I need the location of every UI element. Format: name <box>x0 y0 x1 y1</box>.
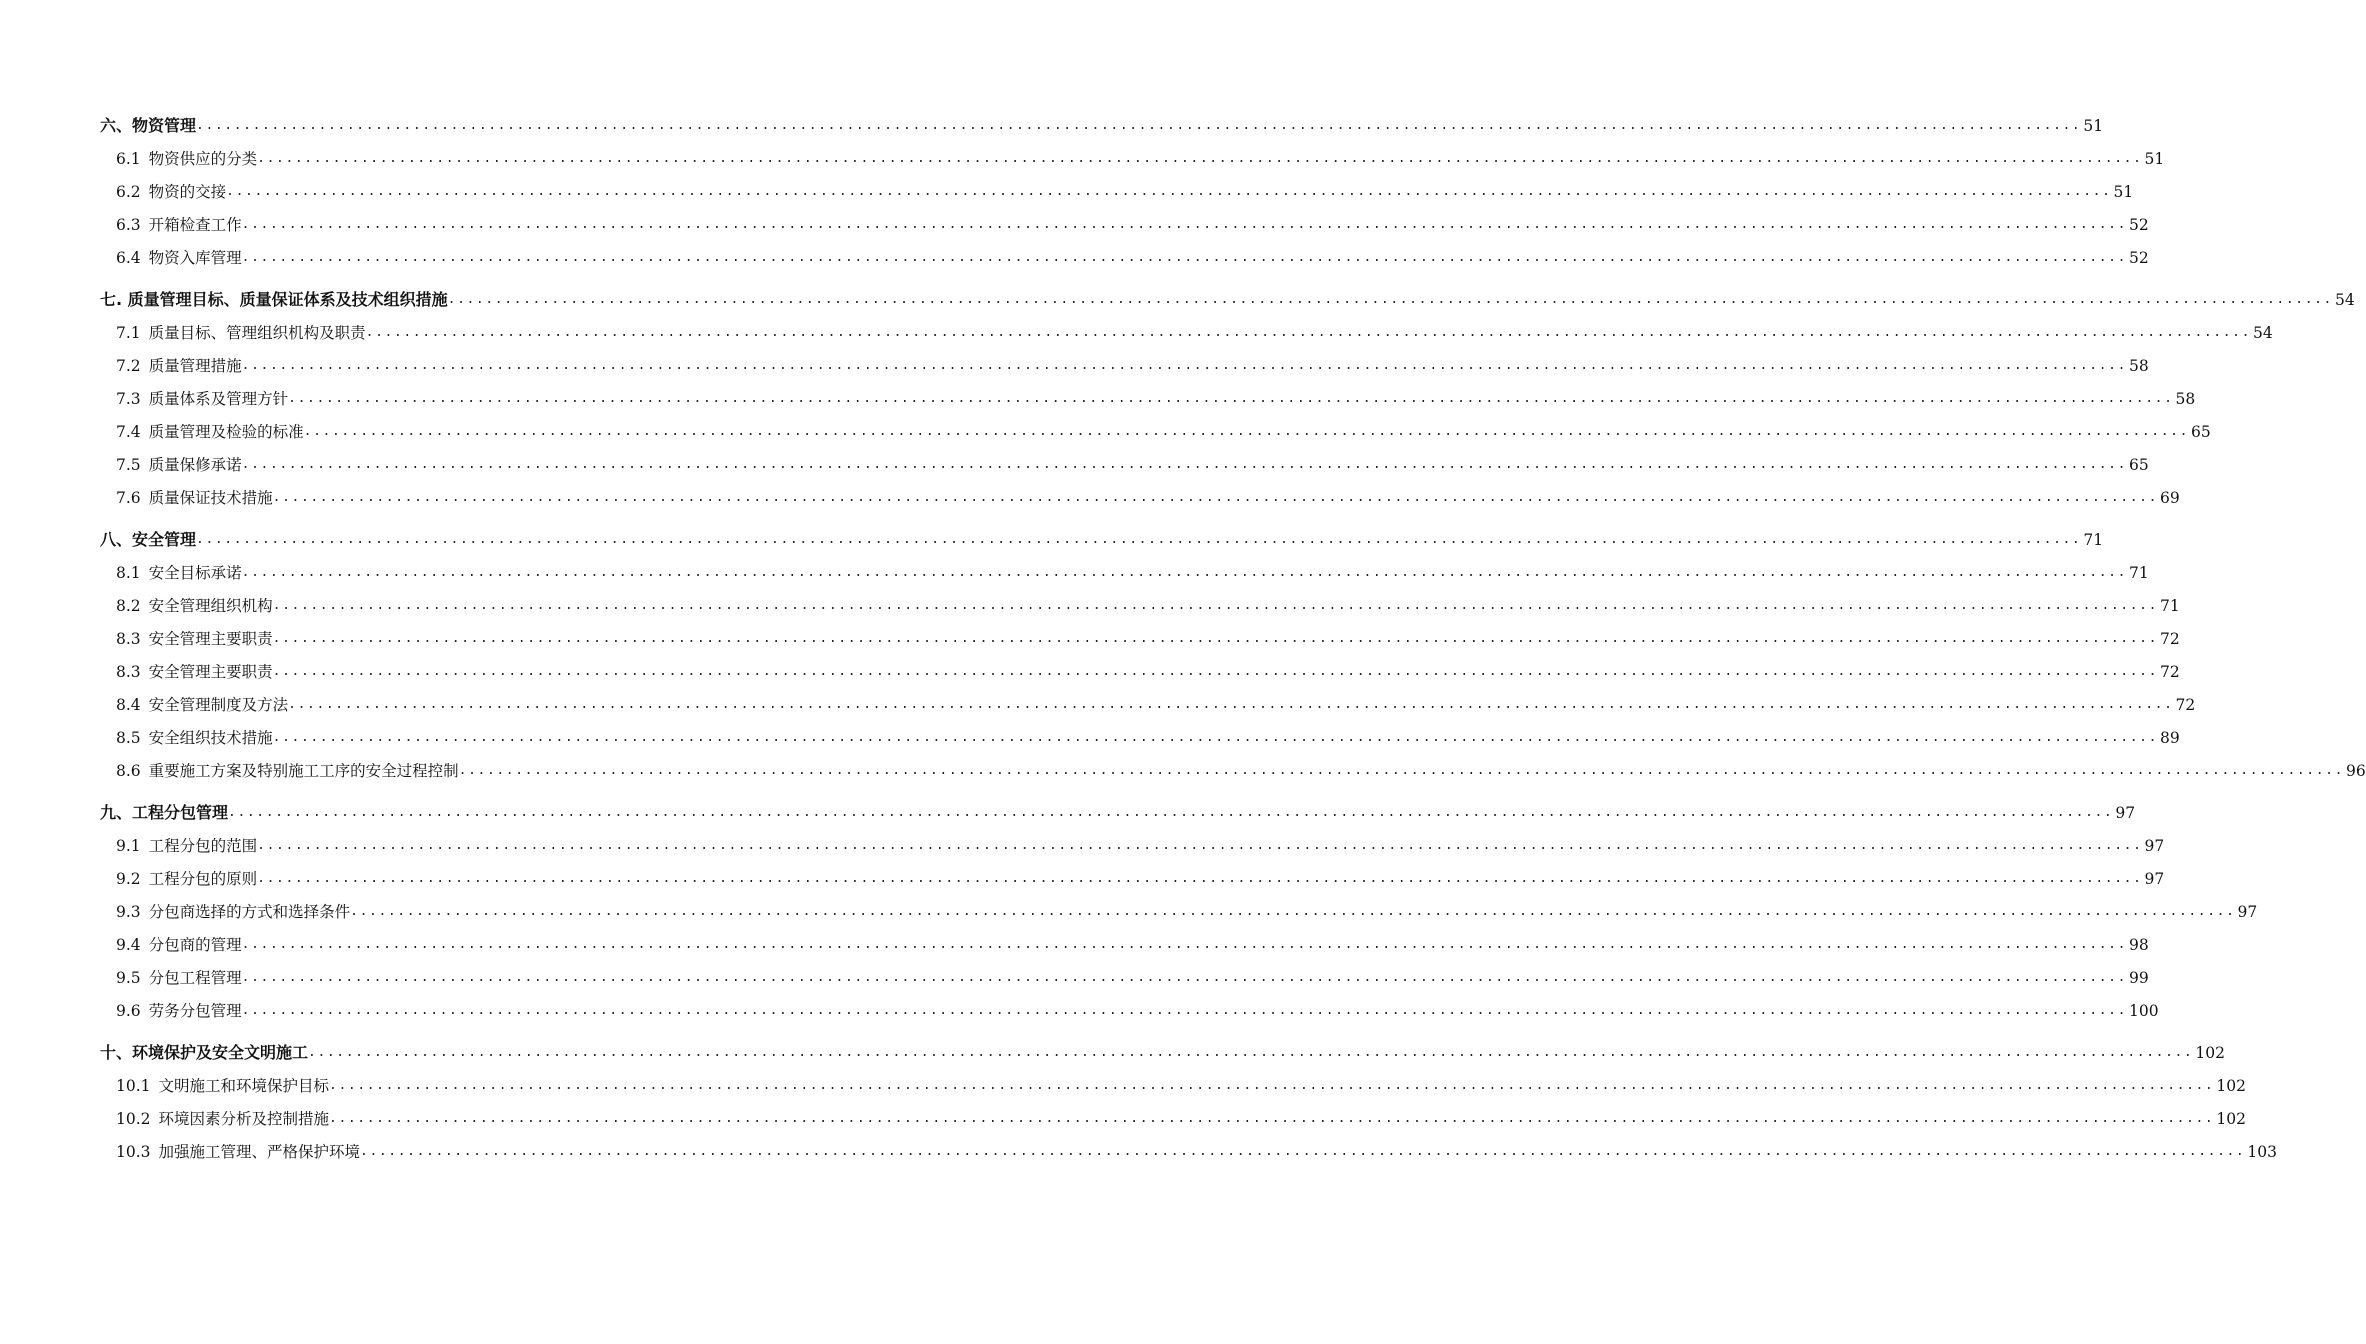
toc-entry-number: 9.3 <box>116 903 141 921</box>
toc-entry-title: 安全管理主要职责 <box>148 663 273 681</box>
toc-dot-leader: ........................................................................................................................................................................................................ <box>329 1078 2215 1093</box>
toc-entry-number: 7.4 <box>116 423 141 441</box>
toc-page-number: 52 <box>2129 249 2149 267</box>
toc-entry-number: 9.6 <box>116 1002 141 1020</box>
toc-dot-leader: ........................................................................................................................................................................................................ <box>226 184 2112 199</box>
toc-dot-leader: ........................................................................................................................................................................................................ <box>447 292 2333 307</box>
toc-entry-number: 8.6 <box>116 762 141 780</box>
toc-section-entry[interactable] <box>100 142 2165 175</box>
toc-page-number: 72 <box>2160 630 2180 648</box>
toc-entry-title: 物资供应的分类 <box>148 150 258 168</box>
toc-entry-label <box>100 563 242 589</box>
toc-dot-leader: ........................................................................................................................................................................................................ <box>241 250 2128 265</box>
toc-dot-leader: ........................................................................................................................................................................................................ <box>241 457 2128 472</box>
toc-dot-leader: ........................................................................................................................................................................................................ <box>272 664 2159 679</box>
toc-dot-leader: ........................................................................................................................................................................................................ <box>272 631 2159 646</box>
toc-section-entry[interactable] <box>100 1069 2246 1102</box>
toc-dot-leader: ........................................................................................................................................................................................................ <box>196 532 2082 547</box>
toc-entry-label <box>100 116 196 142</box>
toc-dot-leader: ........................................................................................................................................................................................................ <box>350 904 2236 919</box>
toc-entry-title: 质量体系及管理方针 <box>148 390 289 408</box>
toc-page-number: 102 <box>2216 1077 2246 1095</box>
toc-page-number: 69 <box>2160 489 2180 507</box>
toc-entry-number: 9.1 <box>116 837 141 855</box>
toc-entry-number: 10.1 <box>116 1077 151 1095</box>
toc-entry-label <box>100 323 366 349</box>
toc-dot-leader: ........................................................................................................................................................................................................ <box>458 763 2345 778</box>
toc-entry-title: 质量保证技术措施 <box>148 489 273 507</box>
toc-entry-number: 9.4 <box>116 936 141 954</box>
toc-entry-label <box>100 728 273 754</box>
toc-section-entry[interactable] <box>100 622 2180 655</box>
toc-entry-number: 7.1 <box>116 324 141 342</box>
toc-page-number: 65 <box>2129 456 2149 474</box>
toc-entry-label <box>100 695 288 721</box>
toc-entry-title: 安全管理组织机构 <box>148 597 273 615</box>
toc-dot-leader: ........................................................................................................................................................................................................ <box>241 565 2128 580</box>
toc-entry-title: 九、工程分包管理 <box>100 803 229 822</box>
toc-section-entry[interactable] <box>100 481 2180 514</box>
toc-chapter-entry[interactable] <box>100 108 2104 142</box>
toc-page-number: 97 <box>2237 903 2258 921</box>
toc-section-entry[interactable] <box>100 382 2196 415</box>
toc-entry-number: 8.3 <box>116 630 141 648</box>
toc-entry-title: 安全目标承诺 <box>148 564 242 582</box>
toc-entry-title: 分包工程管理 <box>148 969 242 987</box>
toc-page-number: 58 <box>2129 357 2149 375</box>
toc-entry-label <box>100 488 273 514</box>
toc-page-number: 65 <box>2191 423 2211 441</box>
toc-entry-label <box>100 149 257 175</box>
toc-entry-number: 8.5 <box>116 729 141 747</box>
toc-page-number: 99 <box>2129 969 2149 987</box>
toc-entry-label <box>100 1001 242 1027</box>
toc-entry-number: 10.3 <box>116 1143 151 1161</box>
table-of-contents <box>100 108 2366 1168</box>
toc-dot-leader: ........................................................................................................................................................................................................ <box>241 358 2128 373</box>
toc-page-number: 97 <box>2144 870 2165 888</box>
toc-dot-leader: ........................................................................................................................................................................................................ <box>272 598 2159 613</box>
toc-section-entry[interactable] <box>100 754 2366 787</box>
toc-entry-number: 7.2 <box>116 357 141 375</box>
toc-page-number: 72 <box>2160 663 2180 681</box>
toc-entry-title: 安全管理制度及方法 <box>148 696 289 714</box>
toc-section-entry[interactable] <box>100 895 2258 928</box>
toc-dot-leader: ........................................................................................................................................................................................................ <box>257 151 2143 166</box>
toc-section-entry[interactable] <box>100 241 2149 274</box>
toc-page-number: 71 <box>2129 564 2149 582</box>
toc-dot-leader: ........................................................................................................................................................................................................ <box>241 217 2128 232</box>
toc-section-entry[interactable] <box>100 175 2134 208</box>
toc-entry-label <box>100 1109 329 1135</box>
toc-entry-number: 6.2 <box>116 183 141 201</box>
toc-section-entry[interactable] <box>100 994 2159 1027</box>
toc-section-entry[interactable] <box>100 415 2211 448</box>
toc-chapter-entry[interactable] <box>100 514 2104 556</box>
toc-dot-leader: ........................................................................................................................................................................................................ <box>257 838 2143 853</box>
toc-entry-number: 10.2 <box>116 1110 151 1128</box>
toc-page-number: 52 <box>2129 216 2149 234</box>
toc-entry-title: 重要施工方案及特别施工工序的安全过程控制 <box>148 762 459 780</box>
toc-entry-label <box>100 1142 360 1168</box>
toc-page-number: 98 <box>2129 936 2149 954</box>
toc-entry-title: 质量保修承诺 <box>148 456 242 474</box>
toc-dot-leader: ........................................................................................................................................................................................................ <box>288 391 2174 406</box>
toc-page-number: 96 <box>2346 762 2366 780</box>
toc-entry-label <box>100 761 459 787</box>
toc-entry-title: 文明施工和环境保护目标 <box>158 1077 330 1095</box>
toc-entry-number: 8.2 <box>116 597 141 615</box>
toc-entry-title: 物资的交接 <box>148 183 227 201</box>
toc-entry-label <box>100 662 273 688</box>
toc-dot-leader: ........................................................................................................................................................................................................ <box>329 1111 2215 1126</box>
toc-section-entry[interactable] <box>100 589 2180 622</box>
toc-page-number: 51 <box>2144 150 2165 168</box>
toc-entry-title: 质量管理及检验的标准 <box>148 423 304 441</box>
toc-entry-title: 工程分包的原则 <box>148 870 258 888</box>
toc-page-number: 72 <box>2175 696 2196 714</box>
toc-page-number: 71 <box>2160 597 2180 615</box>
toc-page-number: 71 <box>2083 531 2104 549</box>
toc-chapter-entry[interactable] <box>100 1027 2225 1069</box>
toc-entry-number: 7.6 <box>116 489 141 507</box>
toc-entry-title: 七. 质量管理目标、质量保证体系及技术组织措施 <box>100 290 448 309</box>
toc-entry-title: 环境因素分析及控制措施 <box>158 1110 330 1128</box>
toc-section-entry[interactable] <box>100 1102 2246 1135</box>
toc-section-entry[interactable] <box>100 349 2149 382</box>
toc-entry-title: 工程分包的范围 <box>148 837 258 855</box>
toc-section-entry[interactable] <box>100 688 2196 721</box>
toc-dot-leader: ........................................................................................................................................................................................................ <box>365 325 2252 340</box>
toc-entry-title: 分包商选择的方式和选择条件 <box>148 903 351 921</box>
toc-page-number: 102 <box>2195 1044 2225 1062</box>
toc-entry-label <box>100 290 448 316</box>
toc-entry-title: 八、安全管理 <box>100 530 197 549</box>
toc-page-number: 89 <box>2160 729 2180 747</box>
toc-entry-label <box>100 1043 308 1069</box>
toc-entry-label <box>100 215 242 241</box>
toc-entry-label <box>100 248 242 274</box>
toc-entry-label <box>100 902 350 928</box>
toc-page-number: 58 <box>2175 390 2196 408</box>
toc-entry-title: 分包商的管理 <box>148 936 242 954</box>
toc-entry-title: 安全管理主要职责 <box>148 630 273 648</box>
toc-entry-label <box>100 389 288 415</box>
toc-entry-title: 加强施工管理、严格保护环境 <box>158 1143 361 1161</box>
toc-dot-leader: ........................................................................................................................................................................................................ <box>196 118 2082 133</box>
toc-entry-title: 质量管理措施 <box>148 357 242 375</box>
toc-entry-number: 6.3 <box>116 216 141 234</box>
toc-section-entry[interactable] <box>100 316 2273 349</box>
toc-dot-leader: ........................................................................................................................................................................................................ <box>241 970 2128 985</box>
toc-entry-title: 开箱检查工作 <box>148 216 242 234</box>
toc-dot-leader: ........................................................................................................................................................................................................ <box>303 424 2190 439</box>
toc-section-entry[interactable] <box>100 862 2165 895</box>
toc-page-number: 97 <box>2115 804 2136 822</box>
toc-page-number: 51 <box>2113 183 2134 201</box>
toc-entry-number: 6.4 <box>116 249 141 267</box>
toc-dot-leader: ........................................................................................................................................................................................................ <box>360 1144 2246 1159</box>
toc-entry-label <box>100 968 242 994</box>
toc-entry-label <box>100 422 304 448</box>
toc-dot-leader: ........................................................................................................................................................................................................ <box>308 1045 2194 1060</box>
toc-chapter-entry[interactable] <box>100 787 2136 829</box>
toc-entry-label <box>100 935 242 961</box>
toc-entry-title: 质量目标、管理组织机构及职责 <box>148 324 366 342</box>
toc-entry-label <box>100 803 228 829</box>
toc-entry-title: 六、物资管理 <box>100 116 197 135</box>
toc-dot-leader: ........................................................................................................................................................................................................ <box>241 937 2128 952</box>
toc-page-number: 103 <box>2247 1143 2277 1161</box>
toc-section-entry[interactable] <box>100 208 2149 241</box>
toc-entry-label <box>100 869 257 895</box>
toc-entry-number: 9.2 <box>116 870 141 888</box>
toc-entry-label <box>100 455 242 481</box>
toc-entry-title: 安全组织技术措施 <box>148 729 273 747</box>
toc-entry-label <box>100 836 257 862</box>
toc-page-number: 100 <box>2129 1002 2159 1020</box>
toc-entry-number: 8.3 <box>116 663 141 681</box>
toc-dot-leader: ........................................................................................................................................................................................................ <box>257 871 2143 886</box>
toc-section-entry[interactable] <box>100 448 2149 481</box>
toc-page-number: 97 <box>2144 837 2165 855</box>
toc-entry-label <box>100 596 273 622</box>
toc-page-number: 102 <box>2216 1110 2246 1128</box>
toc-entry-label <box>100 356 242 382</box>
toc-entry-number: 7.3 <box>116 390 141 408</box>
toc-section-entry[interactable] <box>100 1135 2277 1168</box>
toc-entry-label <box>100 530 196 556</box>
toc-entry-number: 6.1 <box>116 150 141 168</box>
toc-dot-leader: ........................................................................................................................................................................................................ <box>272 730 2159 745</box>
toc-section-entry[interactable] <box>100 721 2180 754</box>
toc-entry-label <box>100 629 273 655</box>
toc-section-entry[interactable] <box>100 829 2165 862</box>
toc-page-number: 54 <box>2335 291 2355 309</box>
toc-entry-title: 劳务分包管理 <box>148 1002 242 1020</box>
toc-dot-leader: ........................................................................................................................................................................................................ <box>288 697 2174 712</box>
toc-entry-number: 8.4 <box>116 696 141 714</box>
toc-entry-label <box>100 1076 329 1102</box>
toc-entry-title: 物资入库管理 <box>148 249 242 267</box>
toc-section-entry[interactable] <box>100 928 2149 961</box>
toc-page-number: 54 <box>2253 324 2273 342</box>
toc-section-entry[interactable] <box>100 655 2180 688</box>
toc-section-entry[interactable] <box>100 556 2149 589</box>
toc-page-number: 51 <box>2083 117 2104 135</box>
toc-entry-title: 十、环境保护及安全文明施工 <box>100 1043 309 1062</box>
toc-section-entry[interactable] <box>100 961 2149 994</box>
toc-entry-number: 7.5 <box>116 456 141 474</box>
toc-entry-label <box>100 182 226 208</box>
toc-chapter-entry[interactable] <box>100 274 2355 316</box>
toc-dot-leader: ........................................................................................................................................................................................................ <box>272 490 2159 505</box>
toc-dot-leader: ........................................................................................................................................................................................................ <box>241 1003 2128 1018</box>
toc-entry-number: 9.5 <box>116 969 141 987</box>
toc-entry-number: 8.1 <box>116 564 141 582</box>
toc-dot-leader: ........................................................................................................................................................................................................ <box>228 805 2114 820</box>
